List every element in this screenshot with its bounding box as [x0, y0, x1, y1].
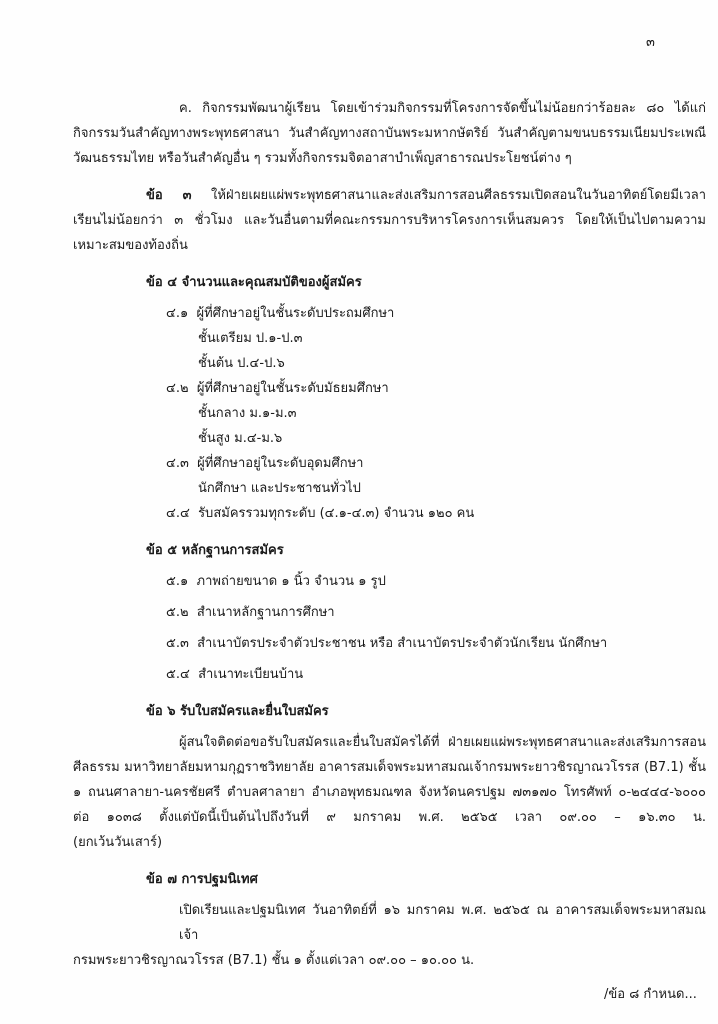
- item-number: ๕.๑: [166, 574, 189, 589]
- list-item: [166, 501, 706, 526]
- clause-6-line-3: ๑ ถนนศาลายา-นครชัยศรี ตำบลศาลายา อำเภอพุทธมณฑล จังหวัดนครปฐม ๗๓๑๗๐ โทรศัพท์ ๐-๒๔๔๔-๖๐๐๐: [73, 785, 706, 800]
- list-item: [166, 569, 706, 594]
- item-number: ๔.๑: [166, 306, 189, 321]
- item-number: ๕.๒: [166, 605, 189, 620]
- item-number: ๔.๔: [166, 506, 190, 521]
- list-item: [166, 600, 706, 625]
- sub-item: ชั้นสูง ม.๔-ม.๖: [198, 431, 283, 446]
- item-text: รับสมัครรวมทุกระดับ (๔.๑-๔.๓) จำนวน ๑๒๐ คน: [198, 506, 475, 521]
- item-number: ๕.๔: [166, 667, 190, 682]
- item-number: ๔.๓: [166, 456, 189, 471]
- clause-6-heading: ข้อ ๖ รับใบสมัครและยื่นใบสมัคร: [146, 704, 329, 719]
- list-item: [166, 662, 706, 687]
- para-c-line-2: กิจกรรมวันสำคัญทางพระพุทธศาสนา วันสำคัญทางสถาบันพระมหากษัตริย์ วันสำคัญตามขนบธรรมเนียมประเพณี: [73, 126, 706, 141]
- clause-5-heading: ข้อ ๕ หลักฐานการสมัคร: [146, 543, 284, 558]
- item-text: สำเนาทะเบียนบ้าน: [198, 667, 304, 682]
- clause-6: [73, 699, 706, 855]
- clause-7: [73, 867, 706, 973]
- item-text: สำเนาบัตรประจำตัวประชาชน หรือ สำเนาบัตรประจำตัวนักเรียน นักศึกษา: [197, 636, 608, 651]
- clause-3-heading: ข้อ ๓: [146, 188, 192, 203]
- clause-6-line-4: ต่อ ๑๐๓๘ ตั้งแต่บัดนี้เป็นต้นไปถึงวันที่ ๙ มกราคม พ.ศ. ๒๕๖๕ เวลา ๐๙.๐๐ – ๑๖.๓๐ น.: [73, 810, 706, 825]
- clause-3-line-2: เรียนไม่น้อยกว่า ๓ ชั่วโมง และวันอื่นตามที่คณะกรรมการบริหารโครงการเห็นสมควร โดยให้เป็นไปตามความ: [73, 213, 706, 228]
- item-number: ๔.๒: [166, 381, 189, 396]
- para-c-line-3: วัฒนธรรมไทย หรือวันสำคัญอื่น ๆ รวมทั้งกิจกรรมจิตอาสาบำเพ็ญสาธารณประโยชน์ต่าง ๆ: [73, 151, 572, 166]
- clause-6-line-1: ผู้สนใจติดต่อขอรับใบสมัครและยื่นใบสมัครได้ที่ ฝ่ายเผยแผ่พระพุทธศาสนาและส่งเสริมการสอน: [179, 735, 706, 750]
- sub-item: นักศึกษา และประชาชนทั่วไป: [198, 481, 361, 496]
- clause-7-line-2: กรมพระยาวชิรญาณวโรรส (B7.1) ชั้น ๑ ตั้งแต่เวลา ๐๙.๐๐ – ๑๐.๐๐ น.: [73, 953, 475, 968]
- clause-6-line-2: ศีลธรรม มหาวิทยาลัยมหามกุฏราชวิทยาลัย อาคารสมเด็จพระมหาสมณเจ้ากรมพระยาวชิรญาณวโรรส (B7.1) ชั้น: [73, 760, 706, 775]
- para-c-line-1: ค. กิจกรรมพัฒนาผู้เรียน โดยเข้าร่วมกิจกรรมที่โครงการจัดขึ้นไม่น้อยกว่าร้อยละ ๘๐ ได้แก่: [179, 101, 706, 116]
- sub-item: ชั้นเตรียม ป.๑-ป.๓: [198, 331, 303, 346]
- paragraph-activity-c: [73, 96, 706, 171]
- clause-3-line-1: ให้ฝ่ายเผยแผ่พระพุทธศาสนาและส่งเสริมการสอนศีลธรรมเปิดสอนในวันอาทิตย์โดยมีเวลา: [191, 188, 707, 203]
- list-item: [166, 451, 706, 476]
- document-body: [73, 96, 707, 973]
- clause-4-heading: ข้อ ๔ จำนวนและคุณสมบัติของผู้สมัคร: [146, 275, 362, 290]
- clause-3: [73, 183, 707, 258]
- clause-7-line-1: เปิดเรียนและปฐมนิเทศ วันอาทิตย์ที่ ๑๖ มกราคม พ.ศ. ๒๕๖๕ ณ อาคารสมเด็จพระมหาสมณเจ้า: [179, 903, 706, 943]
- clause-5: [146, 538, 706, 687]
- item-text: สำเนาหลักฐานการศึกษา: [196, 605, 335, 620]
- item-text: ภาพถ่ายขนาด ๑ นิ้ว จำนวน ๑ รูป: [196, 574, 386, 589]
- list-item: [166, 631, 706, 656]
- item-number: ๕.๓: [166, 636, 189, 651]
- list-item: [166, 376, 706, 401]
- clause-3-line-3: เหมาะสมของท้องถิ่น: [73, 238, 188, 253]
- clause-4: [146, 270, 706, 526]
- sub-item: ชั้นกลาง ม.๑-ม.๓: [198, 406, 297, 421]
- list-item: [166, 301, 706, 326]
- clause-6-line-5: (ยกเว้นวันเสาร์): [73, 835, 163, 850]
- clause-7-heading: ข้อ ๗ การปฐมนิเทศ: [146, 872, 258, 887]
- item-text: ผู้ที่ศึกษาอยู่ในระดับอุดมศึกษา: [197, 456, 364, 471]
- continuation-footer: /ข้อ ๘ กำหนด...: [604, 987, 697, 1002]
- item-text: ผู้ที่ศึกษาอยู่ในชั้นระดับประถมศึกษา: [196, 306, 395, 321]
- item-text: ผู้ที่ศึกษาอยู่ในชั้นระดับมัธยมศึกษา: [196, 381, 389, 396]
- sub-item: ชั้นต้น ป.๔-ป.๖: [198, 356, 285, 371]
- page-number: ๓: [646, 35, 655, 50]
